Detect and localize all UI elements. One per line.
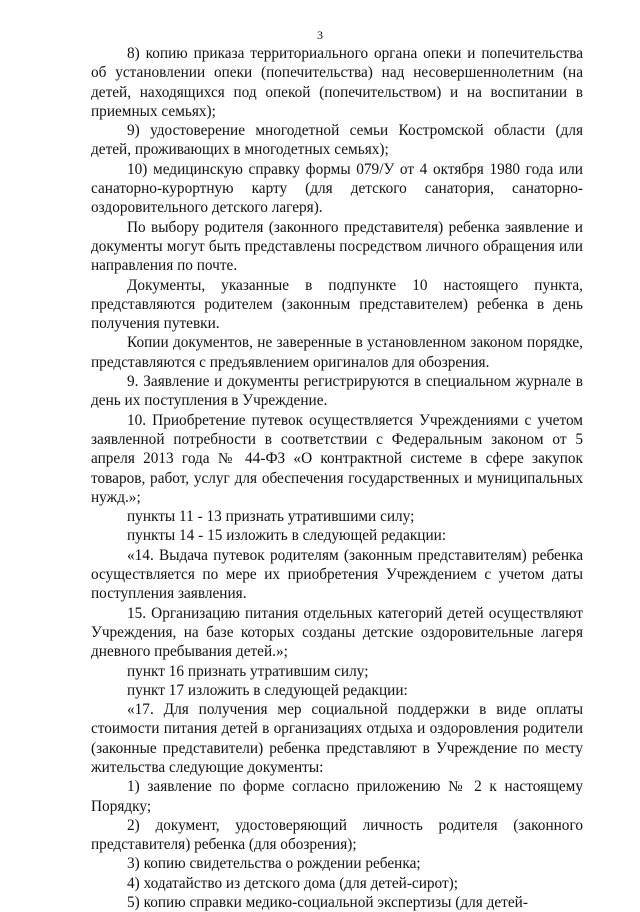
paragraph-clause-17-new-wording: пункт 17 изложить в следующей редакции:	[127, 681, 408, 699]
paragraph-uncertified-copies: Копии документов, не заверенные в установленном законом порядке, представляются с предъявлением оригиналов для обозрения.	[91, 334, 583, 371]
paragraph-clause-14-voucher-issue: «14. Выдача путевок родителям (законным представителям) ребенка осуществляется по мере их приобретения Учреждением с учетом даты поступления заявления.	[91, 546, 583, 603]
paragraph-list-item-1-application: 1) заявление по форме согласно приложению № 2 к настоящему Порядку;	[91, 778, 583, 815]
paragraph-submission-method: По выбору родителя (законного представителя) ребенка заявление и документы могут быть представлены посредством личного обращения или направления по почте.	[91, 218, 583, 275]
paragraph-clause-9-registration: 9. Заявление и документы регистрируются в специальном журнале в день их поступления в Учреждение.	[91, 373, 583, 410]
paragraph-clause-17-documents-intro: «17. Для получения мер социальной поддержки в виде оплаты стоимости питания детей в организациях отдыха и оздоровления родители (законные представители) ребенка представляют в Учреждение по месту жительства следующие документы:	[91, 701, 583, 776]
paragraph-clauses-11-13-repealed: пункты 11 - 13 признать утратившими силу;	[127, 508, 415, 526]
paragraph-list-item-2-identity-document: 2) документ, удостоверяющий личность родителя (законного представителя) ребенка (для обозрения);	[91, 816, 583, 854]
paragraph-clauses-14-15-new-wording: пункты 14 - 15 изложить в следующей редакции:	[127, 527, 447, 545]
paragraph-list-item-4-orphanage-petition: 4) ходатайство из детского дома (для детей-сирот);	[127, 874, 459, 892]
paragraph-list-item-5-medical-expertise: 5) копию справки медико-социальной экспертизы (для детей-	[127, 894, 528, 912]
paragraph-clause-15-catering: 15. Организацию питания отдельных категорий детей осуществляют Учреждения, на базе которых созданы детские оздоровительные лагеря дневного пребывания детей.»;	[91, 604, 583, 661]
paragraph-documents-subitem-10: Документы, указанные в подпункте 10 настоящего пункта, представляются родителем (законным представителем) ребенка в день получения путевки.	[91, 276, 583, 333]
paragraph-item-8-custody-order: 8) копию приказа территориального органа опеки и попечительства об установлении опеки (попечительства) над несовершеннолетним (на детей, находящихся под опекой (попечительством) и на воспитании в приемных семьях);	[91, 45, 583, 120]
document-body	[91, 44, 583, 912]
paragraph-clause-10-voucher-purchase: 10. Приобретение путевок осуществляется Учреждениями с учетом заявленной потребности в соответствии с Федеральным законом от 5 апреля 2013 года № 44-ФЗ «О контрактной системе в сфере закупок товаров, работ, услуг для обеспечения государственных и муниципальных нужд.»;	[91, 411, 583, 506]
page-number: 3	[317, 28, 323, 42]
paragraph-clause-16-repealed: пункт 16 признать утратившим силу;	[127, 662, 369, 680]
paragraph-item-10-medical-certificate: 10) медицинскую справку формы 079/У от 4 октября 1980 года или санаторно-курортную карту (для детского санатория, санаторно-оздоровительного детского лагеря).	[91, 160, 583, 217]
paragraph-list-item-3-birth-certificate: 3) копию свидетельства о рождении ребенка;	[127, 855, 421, 873]
paragraph-item-9-large-family-certificate: 9) удостоверение многодетной семьи Костромской области (для детей, проживающих в многодетных семьях);	[91, 122, 583, 159]
